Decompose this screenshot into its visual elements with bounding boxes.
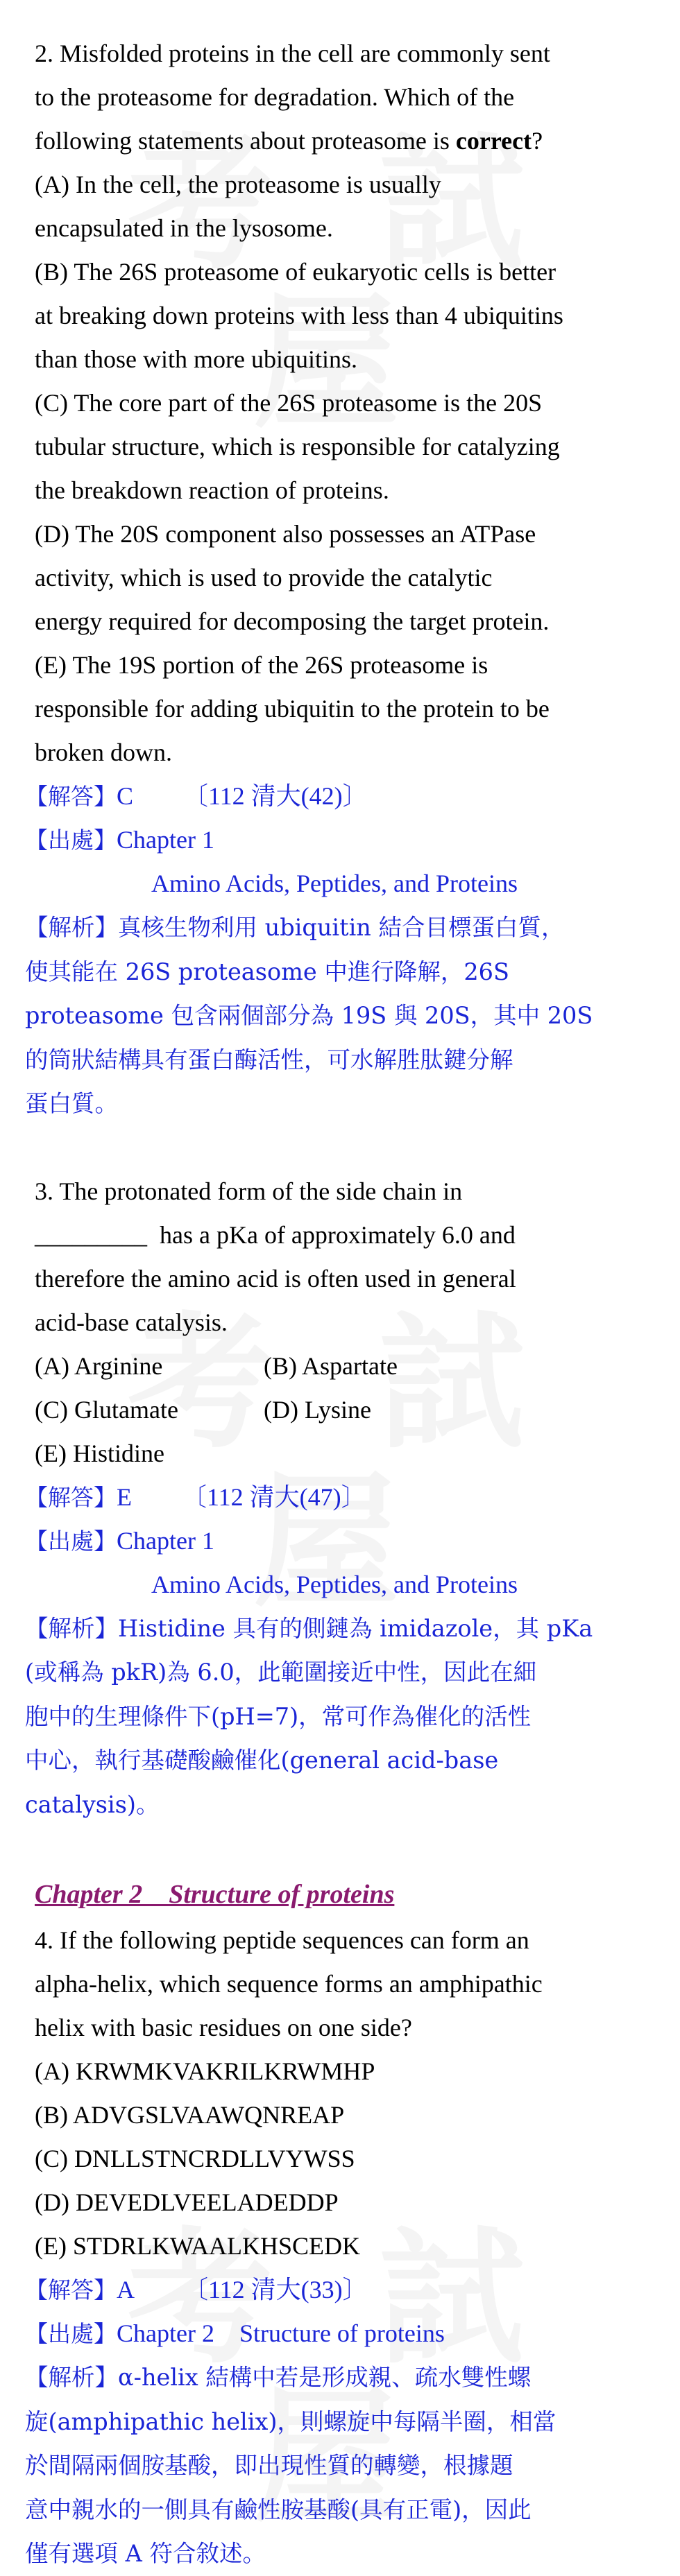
explanation-line: 僅有選項 A 符合敘述。 [25, 2540, 266, 2567]
explain-tag: 【解析】 [25, 914, 118, 941]
answer-value: C [117, 782, 134, 810]
explanation-line: catalysis)。 [25, 1790, 160, 1818]
option-row [35, 1345, 652, 1388]
option-line: encapsulated in the lysosome. [35, 214, 333, 242]
question-stem-line: helix with basic residues on one side? [35, 2014, 412, 2041]
source-title: Amino Acids, Peptides, and Proteins [151, 1570, 518, 1598]
option-line: tubular structure, which is responsible for catalyzing [35, 433, 560, 460]
stem-bold-word: correct [455, 127, 532, 155]
option-row [35, 1432, 652, 1476]
option-line: broken down. [35, 738, 172, 766]
spacer [35, 1826, 652, 1870]
answer-tag: 【解答】 [25, 1483, 117, 1511]
question-stem-line: 2. Misfolded proteins in the cell are commonly sent [35, 40, 550, 67]
source-tag: 【出處】 [25, 2320, 117, 2347]
option: (E) Histidine [35, 1439, 164, 1467]
source-chapter: Chapter 1 [117, 826, 214, 854]
question-stem-line: 3. The protonated form of the side chain in [35, 1177, 463, 1205]
option: (B) Aspartate [264, 1351, 398, 1380]
question-stem-line: acid-base catalysis. [35, 1308, 228, 1336]
question-stem-line: alpha-helix, which sequence forms an amphipathic [35, 1970, 543, 1998]
option-row [35, 1388, 652, 1432]
explanation [25, 2355, 652, 2576]
source-tag: 【出處】 [25, 827, 117, 854]
chapter-heading: Chapter 2 Structure of proteins [35, 1880, 395, 1909]
explanation-line: 的筒狀結構具有蛋白酶活性，可水解胜肽鍵分解 [25, 1046, 513, 1073]
source-tag: 【出處】 [25, 1527, 117, 1555]
option: (C) Glutamate [35, 1395, 178, 1424]
option-line: the breakdown reaction of proteins. [35, 476, 389, 504]
answer-value: E [117, 1483, 132, 1511]
option-line: (A) KRWMKVAKRILKRWMHP [35, 2057, 375, 2085]
answer-source: 〔112 清大(42)〕 [183, 782, 368, 810]
source-line [25, 1519, 652, 1563]
answer-line [25, 1476, 652, 1519]
source-title: Amino Acids, Peptides, and Proteins [151, 870, 518, 897]
option-line: (A) In the cell, the proteasome is usually [35, 171, 441, 198]
option-line: (D) DEVEDLVEELADEDDP [35, 2188, 339, 2216]
explain-tag: 【解析】 [25, 1614, 118, 1642]
stem-end: ? [532, 127, 543, 155]
option-line: (D) The 20S component also possesses an ATPase [35, 520, 536, 548]
stem-text: following statements about proteasome is [35, 127, 456, 155]
option-line: (B) ADVGSLVAAWQNREAP [35, 2101, 345, 2129]
explanation-line: proteasome 包含兩個部分為 19S 與 20S，其中 20S [25, 1002, 593, 1029]
option: (D) Lysine [264, 1395, 371, 1424]
explanation-line: 【解析】真核生物利用 ubiquitin 結合目標蛋白質， [25, 914, 565, 941]
option-line: (C) DNLLSTNCRDLLVYWSS [35, 2145, 355, 2172]
source-chapter: Chapter 1 [117, 1526, 214, 1555]
source-chapter: Chapter 2 Structure of proteins [117, 2319, 445, 2347]
option-line: energy required for decomposing the target protein. [35, 607, 550, 635]
explain-tag: 【解析】 [25, 2364, 118, 2391]
option-line: (C) The core part of the 26S proteasome is the 20S [35, 389, 543, 417]
question-stem-line: to the proteasome for degradation. Which of the [35, 83, 515, 111]
option-line: (E) STDRLKWAALKHSCEDK [35, 2232, 360, 2260]
option-line: responsible for adding ubiquitin to the protein to be [35, 695, 550, 723]
explanation-line: 【解析】Histidine 具有的側鏈為 imidazole，其 pKa [25, 1614, 593, 1642]
option-line: (B) The 26S proteasome of eukaryotic cells is better [35, 258, 556, 286]
answer-source: 〔112 清大(33)〕 [183, 2276, 368, 2303]
option-line: (E) The 19S portion of the 26S proteasome is [35, 651, 488, 679]
question-stem-line: therefore the amino acid is often used in general [35, 1264, 516, 1293]
source-line [25, 818, 652, 862]
explanation-line: 意中親水的一側具有鹼性胺基酸(具有正電)，因此 [25, 2496, 532, 2523]
explanation-line: 使其能在 26S proteasome 中進行降解，26S [25, 958, 509, 985]
question-stem-line: 4. If the following peptide sequences can form an [35, 1926, 529, 1954]
question-stem-line [35, 119, 652, 163]
explanation [25, 906, 652, 1126]
explanation-line: 【解析】α-helix 結構中若是形成親、疏水雙性螺 [25, 2364, 532, 2391]
option-line: activity, which is used to provide the catalytic [35, 564, 493, 591]
question-4 [25, 1919, 652, 2576]
explanation-line: 胞中的生理條件下(pH=7)，常可作為催化的活性 [25, 1702, 532, 1730]
option-line: than those with more ubiquitins. [35, 345, 357, 373]
option-line: at breaking down proteins with less than 4 ubiquitins [35, 302, 563, 329]
explanation-line: 於間隔兩個胺基酸，即出現性質的轉變，根據題 [25, 2452, 513, 2479]
answer-line [25, 2268, 652, 2312]
option: (A) Arginine [35, 1351, 163, 1380]
explanation-line: 旋(amphipathic helix)，則螺旋中每隔半圈，相當 [25, 2408, 556, 2435]
answer-source: 〔112 清大(47)〕 [182, 1483, 366, 1511]
answer-tag: 【解答】 [25, 2276, 117, 2303]
answer-value: A [117, 2276, 134, 2303]
question-3 [25, 1170, 652, 1827]
answer-tag: 【解答】 [25, 783, 117, 810]
answer-line [25, 775, 652, 818]
explanation-line: 蛋白質。 [25, 1090, 118, 1117]
spacer [35, 1126, 652, 1170]
document-content [25, 32, 652, 2576]
question-2 [25, 32, 652, 1126]
source-line [25, 2312, 652, 2355]
explanation [25, 1607, 652, 1827]
explanation-line: 中心，執行基礎酸鹼催化(general acid-base [25, 1747, 499, 1774]
question-stem-line: _________ has a pKa of approximately 6.0 and [35, 1220, 516, 1249]
explanation-line: (或稱為 pkR)為 6.0，此範圍接近中性，因此在細 [25, 1659, 537, 1686]
